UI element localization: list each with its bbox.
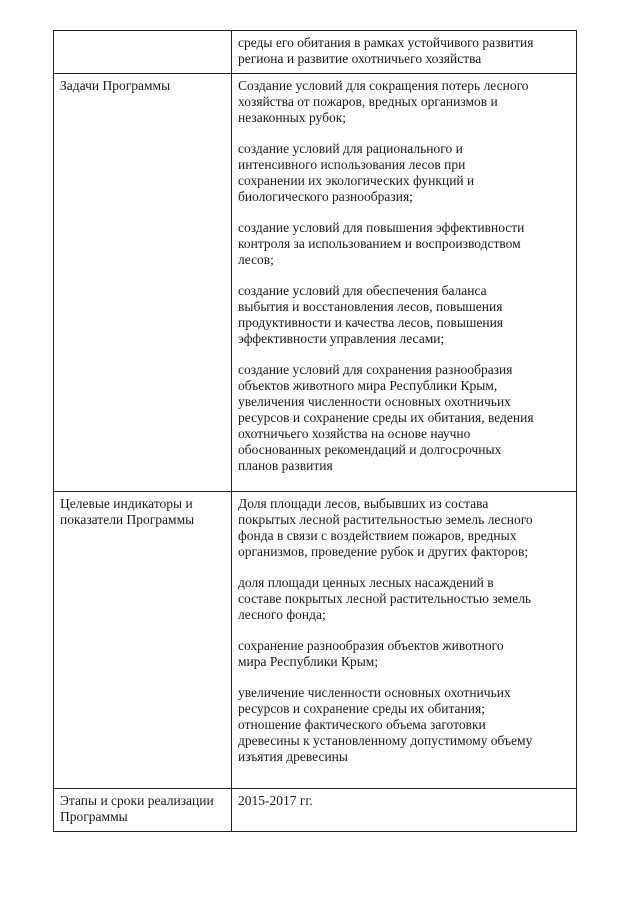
row-content-indicators [232, 492, 577, 789]
table-row-goal-continuation [54, 31, 577, 74]
stages-period: 2015-2017 гг. [238, 793, 313, 808]
row-content-stages [232, 789, 577, 832]
program-passport-table [53, 30, 577, 832]
task-item: создание условий для обеспечения баланса выбытия и восстановления лесов, повышения продуктивности и качества лесов, повышения эффективности управления лесами; [238, 283, 504, 346]
goal-continuation-text: среды его обитания в рамках устойчивого развития региона и развитие охотничьего хозяйства [238, 35, 534, 66]
task-item: создание условий для сохранения разнообразия объектов животного мира Республики Крым, увеличения численности основных охотничьих ресурсов и сохранение среды их обитания, ведения охотничьего хозяйства на основе научно обоснованных рекомендаций и долгосрочных планов развития [238, 362, 534, 473]
row-label-stages: Этапы и сроки реализации Программы [54, 789, 232, 832]
indicator-item: сохранение разнообразия объектов животного мира Республики Крым; [238, 638, 504, 669]
task-item: создание условий для рационального и интенсивного использования лесов при сохранении их экологических функций и биологического разнообразия; [238, 141, 475, 204]
row-content-tasks [232, 74, 577, 492]
task-item: Создание условий для сокращения потерь лесного хозяйства от пожаров, вредных организмов и незаконных рубок; [238, 78, 529, 125]
indicator-item: доля площади ценных лесных насаждений в составе покрытых лесной растительностью земель лесного фонда; [238, 575, 532, 622]
indicator-item: увеличение численности основных охотничьих ресурсов и сохранение среды их обитания; отношение фактического объема заготовки древесины к установленному допустимому объему изъятия древесины [238, 685, 533, 764]
task-item: создание условий для повышения эффективности контроля за использованием и воспроизводством лесов; [238, 220, 525, 267]
row-label-tasks: Задачи Программы [54, 74, 232, 492]
indicator-item: Доля площади лесов, выбывших из состава покрытых лесной растительностью земель лесного фонда в связи с воздействием пожаров, вредных организмов, проведение рубок и других факторов; [238, 496, 533, 559]
row-content [232, 31, 577, 74]
table-row-stages [54, 789, 577, 832]
row-label [54, 31, 232, 74]
row-label-indicators: Целевые индикаторы и показатели Программы [54, 492, 232, 789]
table-row-indicators [54, 492, 577, 789]
table-row-tasks [54, 74, 577, 492]
